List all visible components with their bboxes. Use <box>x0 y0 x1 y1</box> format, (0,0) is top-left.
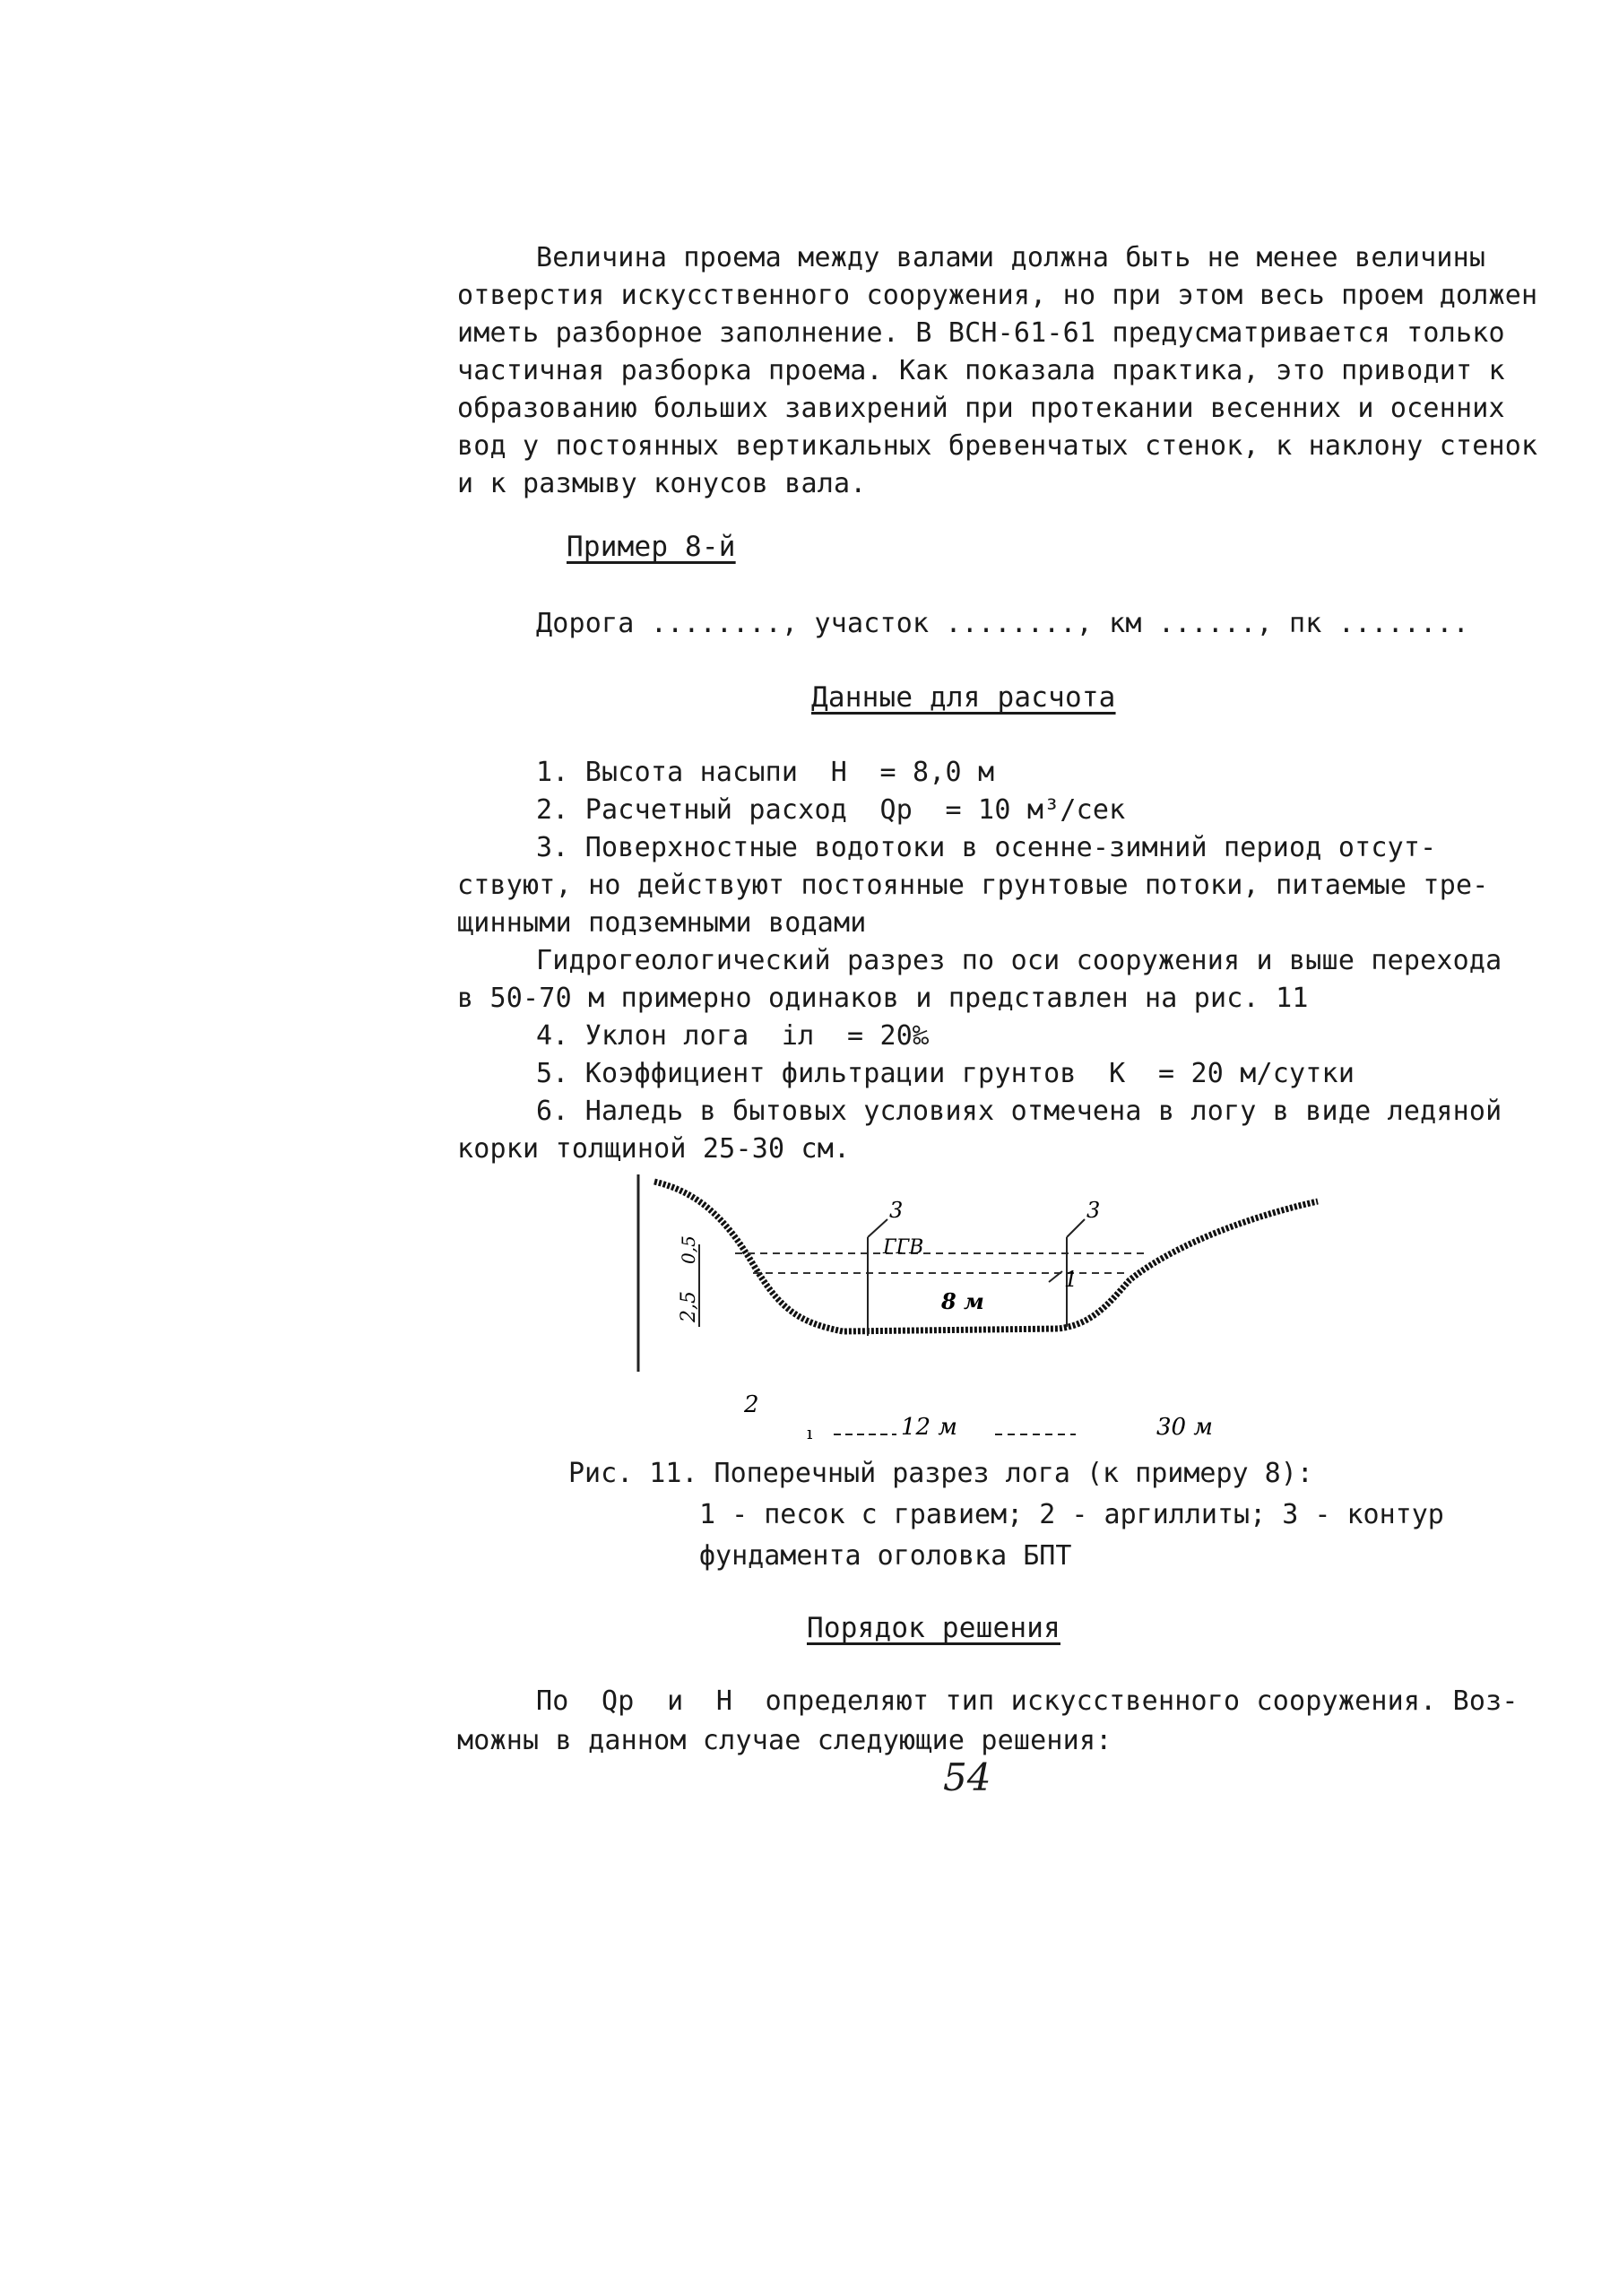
data-heading: Данные для расчота <box>811 681 1116 714</box>
caption-line-1: Рис. 11. Поперечный разрез лога (к примеру 8): <box>568 1458 1313 1489</box>
caption-line-3: фундамента оголовка БПТ <box>699 1540 1072 1572</box>
intro-line-6: вод у постоянных вертикальных бревенчатых стенок, к наклону стенок <box>457 430 1538 462</box>
scale-tick-left: ı <box>807 1422 813 1443</box>
data-item-1: 1. Высота насыпи H = 8,0 м <box>536 757 995 788</box>
intro-line-5: образованию больших завихрений при протекании весенних и осенних <box>457 393 1505 424</box>
caption-line-2: 1 - песок с гравием; 2 - аргиллиты; 3 - контур <box>699 1499 1444 1530</box>
procedure-line-2: можны в данном случае следующие решения: <box>457 1725 1112 1756</box>
data-item-geo-b: в 50-70 м примерно одинаков и представлен на рис. 11 <box>457 983 1309 1014</box>
leader-3b <box>1067 1219 1085 1237</box>
label-scale-12: 12 м <box>901 1414 957 1441</box>
label-dim-left: 2,5 <box>678 1291 700 1322</box>
data-item-6b: корки толщиной 25-30 см. <box>457 1133 851 1165</box>
cross-section-figure <box>628 1165 1345 1452</box>
data-item-6: 6. Наледь в бытовых условиях отмечена в логу в виде ледяной <box>536 1096 1502 1127</box>
intro-line-7: и к размыву конусов вала. <box>457 468 867 499</box>
label-dim-small: 0,5 <box>678 1235 699 1264</box>
intro-line-2: отверстия искусственного сооружения, но при этом весь проем должен <box>457 280 1538 311</box>
data-item-geo: Гидрогеологический разрез по оси сооружения и выше перехода <box>536 945 1502 976</box>
intro-line-1: Величина проема между валами должна быть не менее величины <box>536 242 1486 273</box>
example-title: Пример 8-й <box>567 531 736 563</box>
label-width-8: 8 м <box>941 1288 984 1314</box>
label-3b: 3 <box>1086 1198 1101 1223</box>
data-item-3c: щинными подземными водами <box>457 907 867 939</box>
page-number: 54 <box>943 1755 991 1799</box>
data-item-4: 4. Уклон лога iл = 20‰ <box>536 1020 930 1052</box>
intro-line-4: частичная разборка проема. Как показала практика, это приводит к <box>457 355 1505 386</box>
label-scale-30: 30 м <box>1156 1414 1213 1441</box>
road-line: Дорога ........, участок ........, км ......, пк ........ <box>536 608 1469 639</box>
data-item-3: 3. Поверхностные водотоки в осенне-зимний период отсут- <box>536 832 1437 863</box>
label-gwl: ГГВ <box>883 1236 924 1259</box>
procedure-heading: Порядок решения <box>807 1612 1060 1644</box>
ground-profile <box>654 1182 1318 1331</box>
label-2: 2 <box>744 1391 759 1418</box>
data-item-5: 5. Коэффициент фильтрации грунтов K = 20 м/сутки <box>536 1058 1355 1089</box>
data-item-3b: ствуют, но действуют постоянные грунтовые потоки, питаемые тре- <box>457 870 1489 901</box>
label-3a: 3 <box>889 1198 904 1223</box>
intro-line-3: иметь разборное заполнение. В ВСН-61-61 предусматривается только <box>457 317 1505 349</box>
label-1: 1 <box>1064 1267 1078 1292</box>
procedure-line-1: По Qp и H определяют тип искусственного сооружения. Воз- <box>536 1685 1519 1717</box>
data-item-2: 2. Расчетный расход Qp = 10 м³/сек <box>536 794 1126 826</box>
leader-3a <box>868 1219 887 1237</box>
